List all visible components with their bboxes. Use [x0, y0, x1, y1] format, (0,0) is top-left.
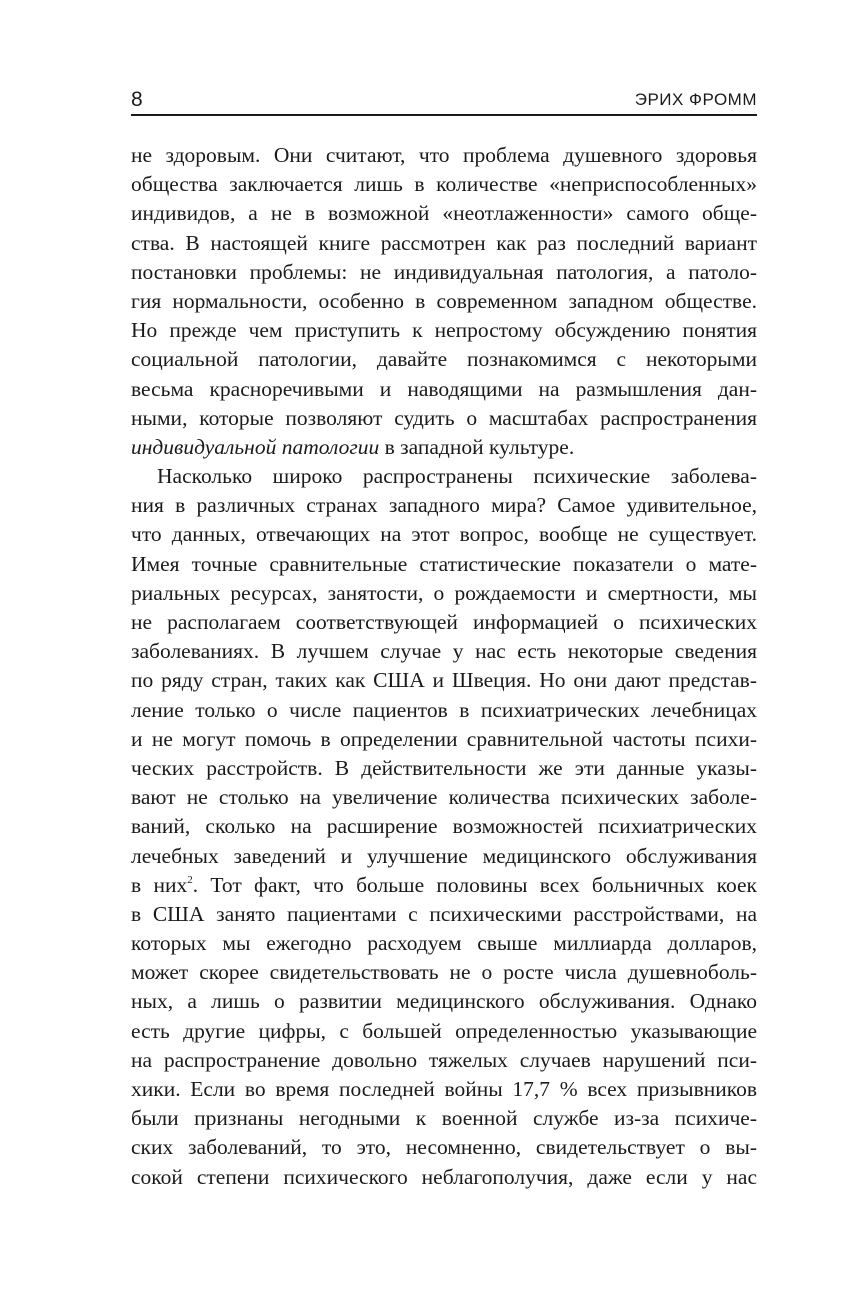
text-line: индивидов, а не в возможной «неотлаженности» самого обще-	[131, 201, 757, 226]
text-line: может скорее свидетельствовать не о росте числа душевноболь-	[131, 960, 757, 985]
text-line: в США занято пациентами с психическими расстройствами, на	[131, 901, 757, 926]
text-line: что данных, отвечающих на этот вопрос, вообще не существует.	[131, 522, 757, 547]
text-line: ваний, сколько на расширение возможностей психиатрических	[131, 814, 757, 839]
text-line: общества заключается лишь в количестве «неприспособленных»	[131, 172, 757, 197]
text-line: и не могут помочь в определении сравнительной частоты психи-	[131, 726, 757, 751]
page-number: 8	[131, 88, 143, 111]
running-header	[131, 84, 757, 116]
text-line: хики. Если во время последней войны 17,7 % всех призывников	[131, 1077, 757, 1101]
text-line: социальной патологии, давайте познакомимся с некоторыми	[131, 347, 757, 372]
text-line: весьма красноречивыми и наводящими на размышления дан-	[131, 376, 757, 401]
text-line: ства. В настоящей книге рассмотрен как раз последний вариант	[131, 230, 757, 255]
footnote-reference[interactable]: 2	[187, 873, 193, 886]
text-line: ческих расстройств. В действительности же эти данные указы-	[131, 755, 757, 780]
text-line: риальных ресурсах, занятости, о рождаемости и смертности, мы	[131, 580, 757, 605]
text-fragment: в западной культуре.	[379, 434, 575, 459]
text-line: есть другие цифры, с большей определенностью указывающие	[131, 1018, 757, 1043]
text-line: Имея точные сравнительные статистические показатели о мате-	[131, 551, 757, 576]
text-fragment: . Тот факт, что больше половины всех больничных коек	[192, 872, 757, 897]
text-fragment: в них	[131, 872, 188, 897]
text-line: заболеваниях. В лучшем случае у нас есть некоторые сведения	[131, 639, 757, 664]
text-line: не здоровым. Они считают, что проблема душевного здоровья	[131, 143, 757, 167]
text-line: ными, которые позволяют судить о масштабах распространения	[131, 405, 757, 430]
text-line: гия нормальности, особенно в современном западном обществе.	[131, 288, 757, 313]
paragraph-2	[131, 462, 757, 1192]
text-line: ных, а лишь о развитии медицинского обслуживания. Однако	[131, 989, 757, 1014]
paragraph-1	[131, 141, 757, 462]
text-line	[131, 433, 757, 462]
text-line: лечебных заведений и улучшение медицинского обслуживания	[131, 843, 757, 868]
text-line: вают не столько на увеличение количества психических заболе-	[131, 785, 757, 810]
text-line: сокой степени психического неблагополучия, даже если у нас	[131, 1164, 757, 1189]
running-head-author: ЭРИХ ФРОММ	[634, 90, 757, 109]
text-line: не располагаем соответствующей информацией о психических	[131, 610, 757, 634]
text-line: ление только о числе пациентов в психиатрических лечебницах	[131, 697, 757, 722]
text-line: на распространение довольно тяжелых случаев нарушений пси-	[131, 1047, 757, 1072]
text-line: были признаны негодными к военной службе из-за психиче-	[131, 1106, 757, 1131]
text-line: ских заболеваний, то это, несомненно, свидетельствует о вы-	[131, 1135, 757, 1160]
text-line: ния в различных странах западного мира? Самое удивительное,	[131, 493, 757, 518]
text-line: которых мы ежегодно расходуем свыше миллиарда долларов,	[131, 931, 757, 956]
body-text	[131, 141, 757, 1192]
text-line-with-footnote	[131, 871, 757, 900]
text-line: постановки проблемы: не индивидуальная патология, а патоло-	[131, 259, 757, 284]
text-line: по ряду стран, таких как США и Швеция. Но они дают представ-	[131, 668, 757, 693]
italic-phrase: индивидуальной патологии	[131, 434, 380, 459]
text-line: Насколько широко распространены психические заболева-	[157, 464, 757, 489]
text-line: Но прежде чем приступить к непростому обсуждению понятия	[131, 318, 757, 343]
